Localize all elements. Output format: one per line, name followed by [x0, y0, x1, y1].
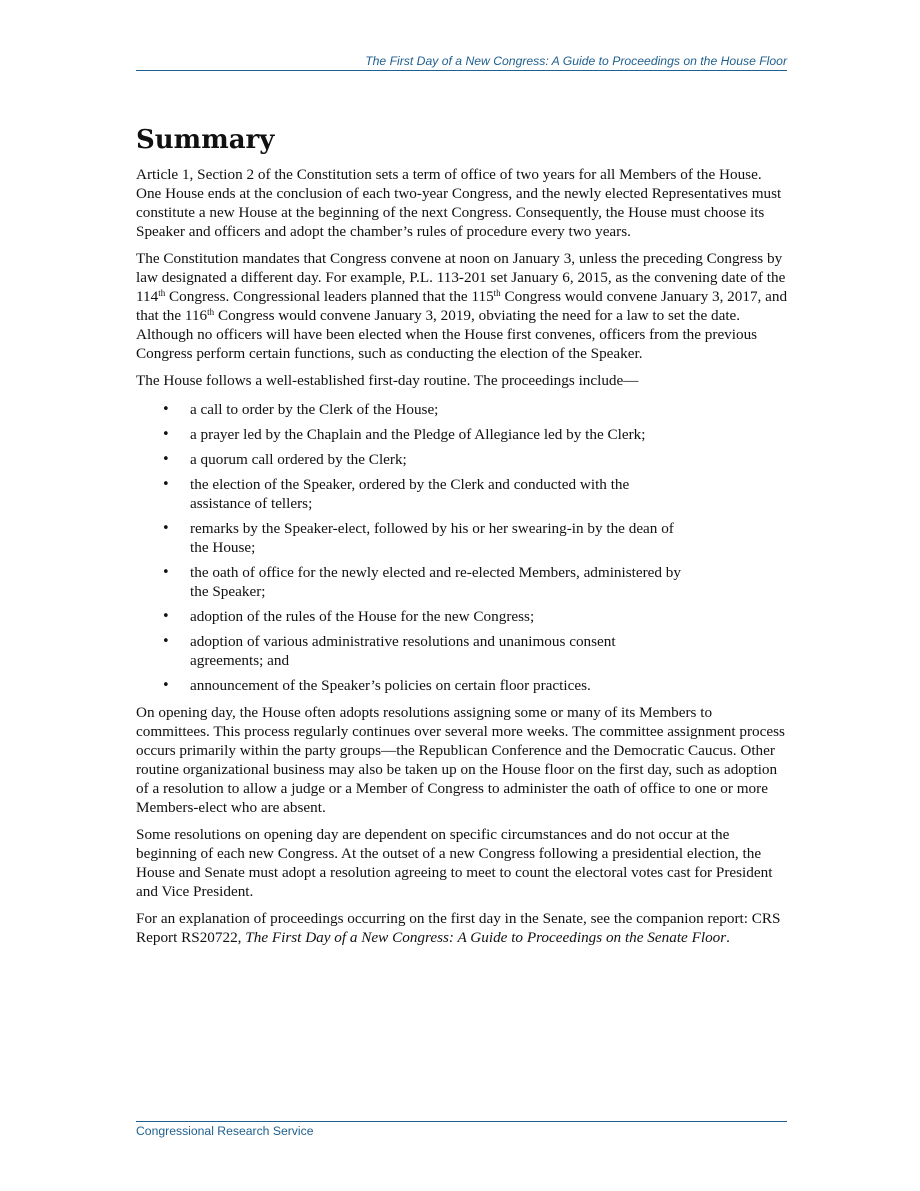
paragraph-convening-date: [136, 249, 788, 363]
list-item: • the oath of office for the newly elected and re-elected Members, administered by the Speaker;: [136, 563, 788, 601]
list-item: • the election of the Speaker, ordered by the Clerk and conducted with the assistance of tellers;: [136, 475, 788, 513]
page-title: Summary: [136, 125, 275, 155]
running-footer: [136, 1121, 787, 1138]
report-title: The First Day of a New Congress: A Guide to Proceedings on the Senate Floor: [245, 929, 727, 946]
list-item: • adoption of various administrative resolutions and unanimous consent agreements; and: [136, 632, 788, 670]
list-item: • a call to order by the Clerk of the House;: [136, 400, 788, 419]
convening-text-d: Congress would convene January 3, 2019, obviating the need for a law to set the date. Although no officers will have been elected when the House first convenes, officers from the previous Congress perform certain functions, such as conducting the election of the Speaker.: [136, 307, 758, 362]
paragraph-term-of-office: Article 1, Section 2 of the Constitution sets a term of office of two years for all Members of the House. One House ends at the conclusion of each two-year Congress, and the newly elected Representatives must constitute a new House at the beginning of the next Congress. Consequently, the House must choose its Speaker and officers and adopt the chamber’s rules of procedure every two years.: [136, 166, 782, 240]
ordinal-suffix-115: th: [493, 288, 501, 298]
list-item: • a quorum call ordered by the Clerk;: [136, 450, 788, 469]
footer-organization: Congressional Research Service: [136, 1124, 314, 1138]
paragraph-senate-reference: [136, 909, 788, 947]
convening-text-a: The Constitution mandates that Congress convene at noon on January 3, unless the preceding Congress by law designated a different day. For example, P.L. 113-201 set January 6, 2015, as the convening date of the 114: [136, 250, 786, 305]
paragraph-special-resolutions: Some resolutions on opening day are dependent on specific circumstances and do not occur at the beginning of each new Congress. At the outset of a new Congress following a presidential election, the House and Senate must adopt a resolution agreeing to meet to count the electoral votes cast for President and Vice President.: [136, 826, 773, 900]
ordinal-suffix-114: th: [158, 288, 166, 298]
senate-reference-text: For an explanation of proceedings occurring on the first day in the Senate, see the companion report: CRS Report RS20722,: [136, 910, 781, 946]
convening-text-c: Congress would convene January 3, 2017, and that the 116: [136, 288, 788, 324]
ordinal-suffix-116: th: [207, 307, 215, 317]
proceedings-list: [136, 400, 788, 695]
paragraph-committee-assignments: On opening day, the House often adopts resolutions assigning some or many of its Members to committees. This process regularly continues over several more weeks. The committee assignment process occurs primarily within the party groups—the Republican Conference and the Democratic Caucus. Other routine organizational business may also be taken up on the House floor on the first day, such as adoption of a resolution to allow a judge or a Member of Congress to administer the oath of office to one or more Members-elect who are absent.: [136, 704, 785, 816]
summary-section: [136, 123, 788, 955]
senate-reference-end: .: [726, 929, 730, 946]
running-header-title: The First Day of a New Congress: A Guide to Proceedings on the House Floor: [365, 54, 787, 68]
paragraph-routine-intro: The House follows a well-established first-day routine. The proceedings include—: [136, 372, 639, 389]
list-item: • adoption of the rules of the House for the new Congress;: [136, 607, 788, 626]
list-item: • a prayer led by the Chaplain and the Pledge of Allegiance led by the Clerk;: [136, 425, 788, 444]
list-item: • announcement of the Speaker’s policies on certain floor practices.: [136, 676, 788, 695]
list-item: • remarks by the Speaker-elect, followed by his or her swearing-in by the dean of the House;: [136, 519, 788, 557]
convening-text-b: Congress. Congressional leaders planned that the 115: [165, 288, 494, 305]
running-header: [136, 54, 787, 71]
